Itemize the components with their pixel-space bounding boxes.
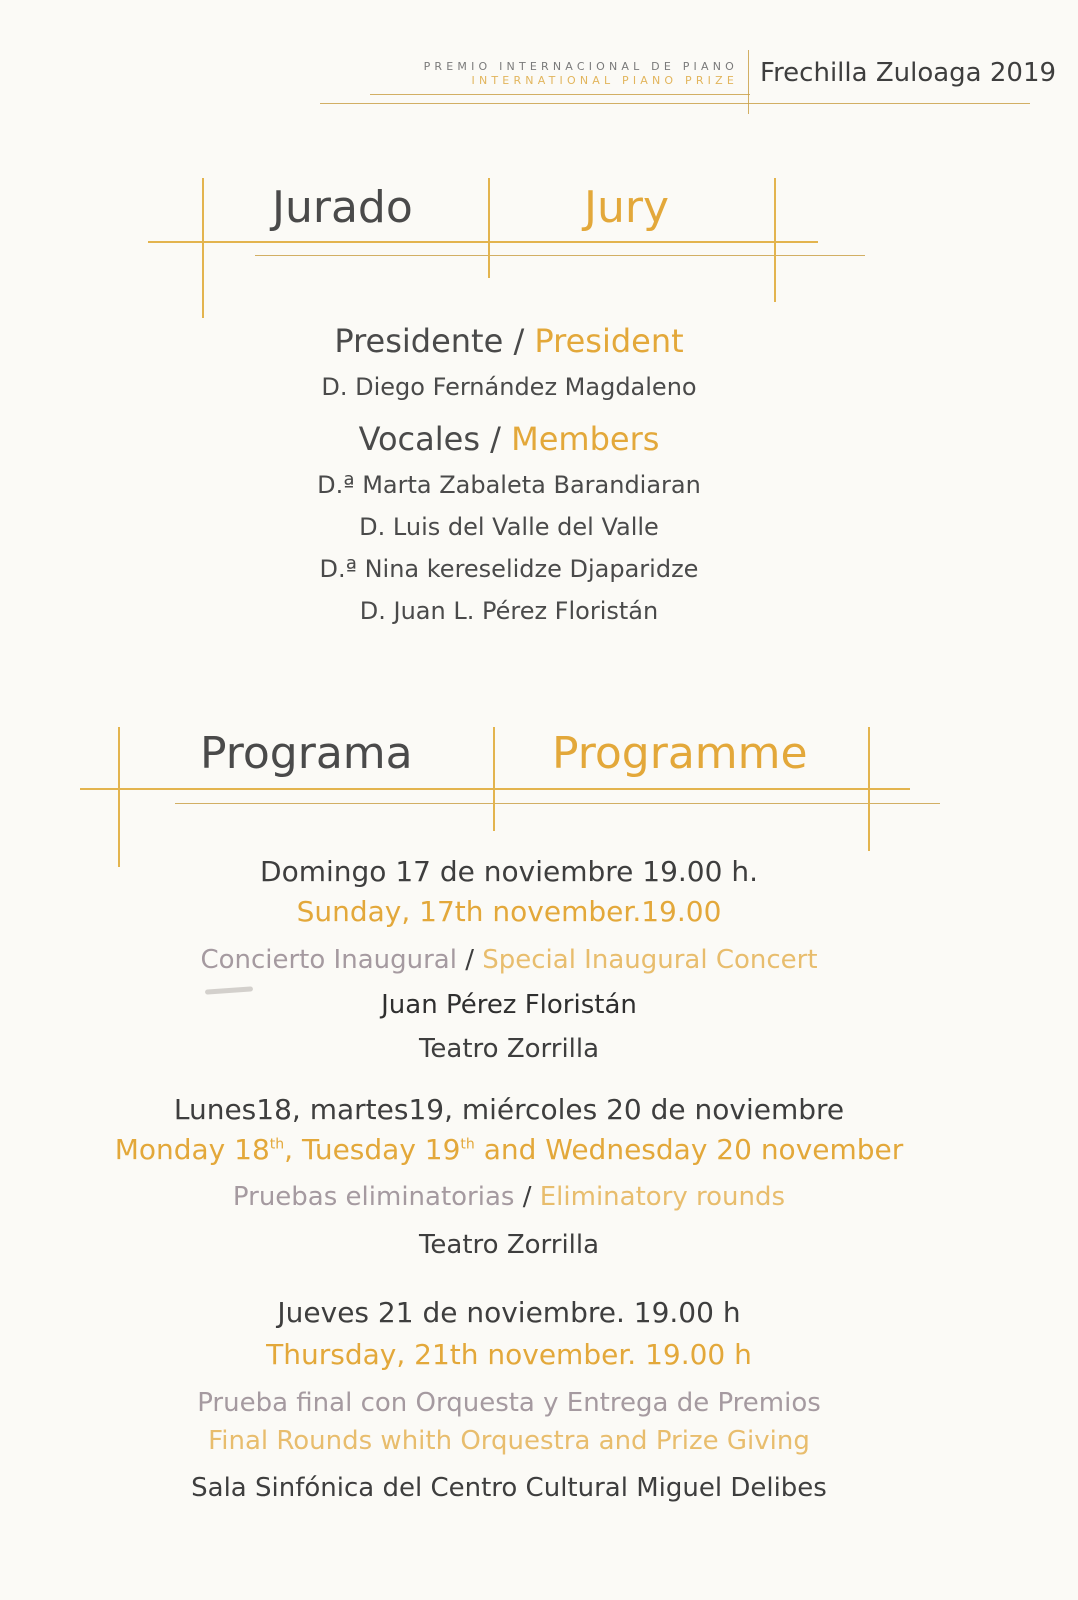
event-date-en	[0, 1133, 1018, 1166]
event-title-es: Concierto Inaugural	[200, 945, 457, 975]
event-date-en: Sunday, 17th november.19.00	[296, 895, 722, 928]
date-part: Monday 18	[114, 1133, 270, 1166]
prize-title-es: PREMIO INTERNACIONAL DE PIANO	[423, 60, 738, 73]
programme-rule-top	[80, 788, 910, 790]
date-suffix: th	[269, 1136, 285, 1153]
programme-heading-es: Programa	[200, 728, 413, 779]
president-label-en: President	[534, 322, 684, 360]
member-name: D.ª Nina kereselidze Djaparidze	[319, 555, 699, 583]
separator: /	[465, 945, 474, 975]
date-part: , Tuesday 19	[284, 1133, 461, 1166]
event-title-es: Pruebas eliminatorias	[232, 1182, 515, 1212]
separator: /	[513, 322, 525, 360]
event-title-en: Special Inaugural Concert	[482, 945, 818, 975]
president-title	[0, 322, 1018, 360]
event-title	[0, 945, 1018, 975]
event-title-es: Prueba final con Orquesta y Entrega de Premios	[197, 1388, 821, 1418]
members-label-en: Members	[511, 420, 660, 458]
date-part: and Wednesday 20 november	[474, 1133, 904, 1166]
programme-divider-left	[118, 727, 120, 867]
member-name: D. Luis del Valle del Valle	[359, 513, 659, 541]
header-rule	[320, 103, 1030, 104]
programme-divider-mid	[493, 727, 495, 831]
event-date-es: Domingo 17 de noviembre 19.00 h.	[260, 855, 758, 888]
jury-divider-left	[202, 178, 204, 318]
header-rule-2	[370, 94, 750, 95]
programme-rule-bottom	[175, 803, 940, 804]
president-label-es: Presidente	[334, 322, 504, 360]
event-title-en: Final Rounds whith Orquestra and Prize Giving	[208, 1426, 810, 1456]
event-venue: Sala Sinfónica del Centro Cultural Miguel Delibes	[191, 1473, 827, 1503]
president-name: D. Diego Fernández Magdaleno	[321, 373, 697, 401]
date-suffix: th	[460, 1136, 475, 1153]
event-date-en: Thursday, 21th november. 19.00 h	[266, 1338, 752, 1371]
event-venue: Teatro Zorrilla	[418, 1230, 600, 1260]
jury-heading-en: Jury	[584, 182, 669, 233]
jury-heading-es: Jurado	[272, 182, 413, 233]
jury-rule-top	[148, 241, 818, 243]
separator: /	[522, 1182, 532, 1212]
event-title	[0, 1182, 1018, 1212]
header-divider	[748, 50, 749, 114]
jury-divider-right	[774, 178, 776, 302]
separator: /	[490, 420, 501, 458]
members-title	[0, 420, 1018, 458]
member-name: D.ª Marta Zabaleta Barandiaran	[317, 471, 701, 499]
prize-title-en: INTERNATIONAL PIANO PRIZE	[471, 74, 738, 87]
programme-heading-en: Programme	[552, 728, 808, 779]
event-performer: Juan Pérez Floristán	[381, 990, 637, 1020]
event-date-es: Lunes18, martes19, miércoles 20 de noviembre	[173, 1093, 845, 1126]
member-name: D. Juan L. Pérez Floristán	[359, 597, 659, 625]
event-venue: Teatro Zorrilla	[418, 1034, 600, 1064]
brand-title: Frechilla Zuloaga 2019	[760, 58, 1057, 88]
event-title-en: Eliminatory rounds	[539, 1182, 786, 1212]
jury-divider-mid	[488, 178, 490, 278]
event-date-es: Jueves 21 de noviembre. 19.00 h	[277, 1296, 741, 1329]
programme-divider-right	[868, 727, 870, 851]
members-label-es: Vocales	[358, 420, 480, 458]
